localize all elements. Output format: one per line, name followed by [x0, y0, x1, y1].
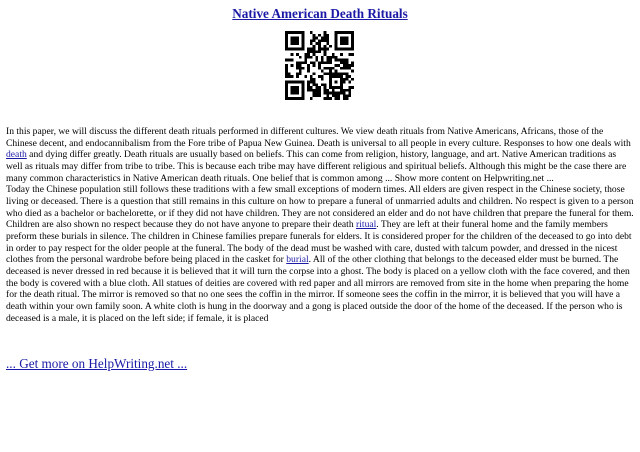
paragraph-1 [6, 126, 634, 184]
get-more-paragraph [6, 356, 187, 372]
paragraph-2 [6, 184, 634, 324]
paragraph-2-text-start: Today the Chinese population still follows these traditions with a few small exceptions of modern times. All elders are given respect in the Chinese society, those living or deceased. There is a question that still remains in this culture on how to prepare a funeral of unmarried adults and children. No respect is given to a person who died as a bachelor or bachelorette, or if they did not have children. They are not considered an elder and do not have children that prepare the funeral for them. Children are also shown no respect because they do not have anyone to prepare their death [6, 184, 634, 231]
burial-link[interactable]: burial [286, 254, 309, 266]
page-title [0, 6, 640, 22]
ritual-link[interactable]: ritual [356, 219, 377, 231]
title-link[interactable]: Native American Death Rituals [232, 6, 408, 21]
paragraph-2-text-middle: . They are left at their funeral home and the family members preform these burials in silence. The children in Chinese families prepare funerals for elders. It is considered proper for the children of the deceased to go into debt in order to pay respect for the older people at the funeral. The body of the dead must be washed with care, dusted with talcum powder, and dressed in the nicest clothes from the personal wardrobe before being placed in the casket for [6, 219, 632, 266]
paragraph-1-text-end: and dying differ greatly. Death rituals are usually based on beliefs. This can come from religion, history, language, and art. Native American traditions as well as rituals may differ from tribe to tribe. This is because each tribe may have different religious and spiritual beliefs. Although this might be the case there are many common characteristics in Native American death rituals. One belief that is common among ... Show more content on Helpwriting.net ... [6, 149, 627, 184]
paragraph-1-text-start: In this paper, we will discuss the different death rituals performed in different cultures. We view death rituals from Native Americans, Africans, those of the Chinese decent, and endocannibalism from the Fore tribe of Papua New Guinea. Death is universal to all people in every culture. Responses to how one deals with [6, 126, 631, 149]
article-body [6, 126, 634, 324]
get-more-link[interactable]: ... Get more on HelpWriting.net ... [6, 356, 188, 371]
paragraph-2-text-end: . All of the other clothing that belongs to the deceased elder must be burned. The deceased is never dressed in red because it is believed that it will turn the corpse into a ghost. The body is placed on a yellow cloth with the face covered, and then the body is covered with a blue cloth. All statues of deities are covered with red paper and all mirrors are removed from site in the home when preparing the home for the death ritual. The mirror is removed so that no one sees the coffin in the mirror. If someone sees the coffin in the mirror, it is believed that you will have a death within your own family soon. A white cloth is hung in the doorway and a gong is placed outside the door of the home of the deceased. If the person who is deceased is a male, it is placed on the left side; if female, it is placed [6, 254, 630, 324]
death-link[interactable]: death [6, 149, 27, 161]
qr-code-icon [285, 31, 354, 100]
